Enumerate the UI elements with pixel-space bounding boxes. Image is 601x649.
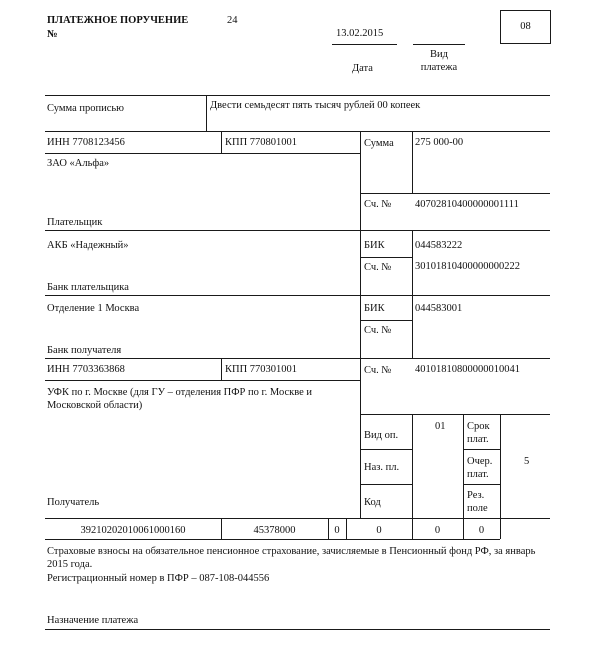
payee-bank-account-label: Сч. № (364, 325, 392, 336)
date-underline (332, 44, 397, 45)
period-value: 0 (376, 525, 382, 536)
oktmo-value: 45378000 (253, 525, 296, 536)
line (412, 414, 413, 518)
line (463, 484, 500, 485)
line (500, 414, 501, 539)
line (45, 295, 550, 296)
payer-bank-name: АКБ «Надежный» (47, 240, 129, 251)
line (221, 131, 222, 153)
kbk-value: 39210202010061000160 (80, 525, 186, 536)
payer-name: ЗАО «Альфа» (47, 158, 110, 169)
payee-bank-label: Банк получателя (47, 345, 122, 356)
payee-label: Получатель (47, 497, 100, 508)
payee-bank-bik-label: БИК (364, 303, 385, 314)
line (45, 629, 550, 630)
document-number: 24 (227, 15, 238, 26)
line (412, 230, 413, 358)
payee-bank-bik: 044583001 (415, 303, 463, 314)
line (45, 518, 550, 519)
line (463, 414, 464, 518)
purpose-code-label: Наз. пл. (364, 462, 400, 473)
line (360, 131, 361, 518)
doc-number-value: 0 (434, 525, 441, 536)
purpose-label: Назначение платежа (47, 615, 139, 626)
line (412, 131, 413, 193)
document-title: ПЛАТЕЖНОЕ ПОРУЧЕНИЕ (47, 15, 189, 26)
line (45, 380, 360, 381)
op-type-label: Вид оп. (364, 430, 399, 441)
payer-inn: ИНН 7708123456 (47, 137, 125, 148)
document-date: 13.02.2015 (336, 28, 384, 39)
reserve-field-label: Рез. поле (467, 490, 488, 514)
line (360, 193, 550, 194)
payer-account-label: Сч. № (364, 199, 392, 210)
amount-words-label: Сумма прописью (47, 103, 125, 114)
payer-sum: 275 000-00 (415, 137, 464, 148)
amount-words-value: Двести семьдесят пять тысяч рублей 00 копеек (210, 100, 421, 111)
payer-bank-bik-label: БИК (364, 240, 385, 251)
code-label: Код (364, 497, 381, 508)
line (45, 358, 550, 359)
line (206, 95, 207, 131)
payer-label: Плательщик (47, 217, 103, 228)
pfr-registration: Регистрационный номер в ПФР – 087-108-044556 (47, 573, 270, 584)
line (45, 539, 500, 540)
line (45, 153, 360, 154)
payer-bank-account-label: Сч. № (364, 262, 392, 273)
line (360, 414, 550, 415)
doc-date-value: 0 (478, 525, 485, 536)
payee-kpp: КПП 770301001 (225, 364, 298, 375)
line (45, 230, 550, 231)
payee-inn: ИНН 7703363868 (47, 364, 125, 375)
basis-value: 0 (334, 525, 340, 536)
op-type-value: 01 (435, 421, 446, 432)
payer-kpp: КПП 770801001 (225, 137, 298, 148)
line (463, 449, 500, 450)
payment-type-underline (413, 44, 465, 45)
payee-account-label: Сч. № (364, 365, 392, 376)
line (45, 95, 550, 96)
payee-account: 40101810800000010041 (415, 364, 520, 375)
payee-name: УФК по г. Москве (для ГУ – отделения ПФР по г. Москве и Московской области) (47, 387, 313, 411)
payee-bank-name: Отделение 1 Москва (47, 303, 140, 314)
date-label: Дата (352, 63, 373, 74)
number-sign: № (47, 29, 58, 40)
line (221, 358, 222, 380)
line (45, 131, 550, 132)
payer-bank-bik: 044583222 (415, 240, 463, 251)
line (360, 320, 412, 321)
payer-sum-label: Сумма (364, 138, 394, 149)
line (360, 449, 412, 450)
priority-value: 5 (524, 456, 530, 467)
payment-type-label: Вид платежа (420, 49, 458, 73)
payer-bank-account: 30101810400000000222 (415, 261, 520, 272)
line (360, 484, 412, 485)
payer-account: 40702810400000001111 (415, 199, 519, 210)
form-code: 08 (520, 21, 531, 32)
line (360, 257, 412, 258)
payment-term-label: Срок плат. (467, 421, 490, 445)
payer-bank-label: Банк плательщика (47, 282, 129, 293)
priority-label: Очер. плат. (467, 456, 493, 480)
purpose-text: Страховые взносы на обязательное пенсионное страхование, зачисляемые в Пенсионный фонд РФ, за январь 2015 года. (47, 546, 536, 570)
